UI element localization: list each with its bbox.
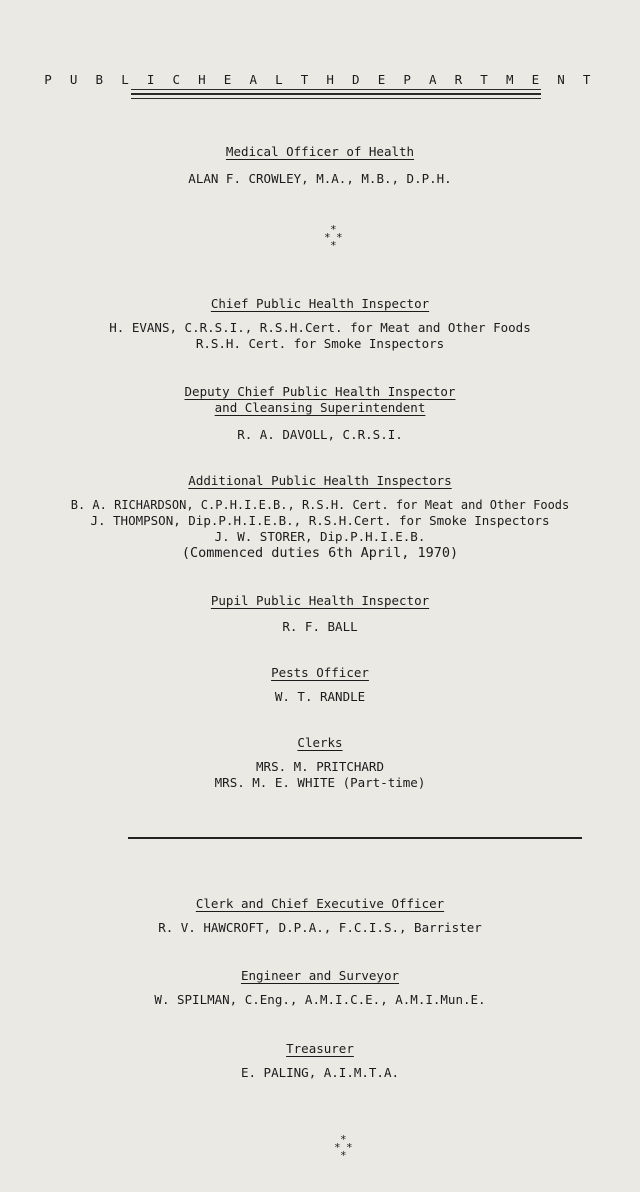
pests-name: W. T. RANDLE bbox=[274, 689, 366, 704]
moh-name: ALAN F. CROWLEY, M.A., M.B., D.P.H. bbox=[188, 171, 452, 186]
cphi-line-1: H. EVANS, C.R.S.I., R.S.H.Cert. for Meat and Other Foods bbox=[109, 320, 531, 335]
pupil-heading: Pupil Public Health Inspector bbox=[210, 593, 430, 608]
additional-line-3: J. W. STORER, Dip.P.H.I.E.B. bbox=[214, 529, 426, 544]
additional-line-4: (Commenced duties 6th April, 1970) bbox=[181, 545, 459, 561]
engineer-heading: Engineer and Surveyor bbox=[240, 968, 400, 983]
clerks-line-2: MRS. M. E. WHITE (Part-time) bbox=[214, 775, 426, 790]
treasurer-name: E. PALING, A.I.M.T.A. bbox=[240, 1065, 400, 1080]
cphi-heading: Chief Public Health Inspector bbox=[210, 296, 430, 311]
star-ornament-2: * * * * bbox=[334, 1133, 353, 1162]
treasurer-heading: Treasurer bbox=[286, 1041, 354, 1056]
additional-line-1: B. A. RICHARDSON, C.P.H.I.E.B., R.S.H. Cert. for Meat and Other Foods bbox=[70, 498, 570, 512]
cphi-line-2: R.S.H. Cert. for Smoke Inspectors bbox=[195, 336, 445, 351]
page-title: P U B L I C H E A L T H D E P A R T M E N T bbox=[44, 72, 596, 87]
additional-line-2: J. THOMPSON, Dip.P.H.I.E.B., R.S.H.Cert. for Smoke Inspectors bbox=[90, 513, 550, 528]
clerk-exec-name: R. V. HAWCROFT, D.P.A., F.C.I.S., Barrister bbox=[158, 920, 482, 935]
deputy-name: R. A. DAVOLL, C.R.S.I. bbox=[237, 427, 403, 442]
deputy-heading-2: and Cleansing Superintendent bbox=[214, 400, 426, 415]
additional-heading: Additional Public Health Inspectors bbox=[188, 473, 452, 488]
clerks-heading: Clerks bbox=[297, 735, 343, 750]
pests-heading: Pests Officer bbox=[271, 665, 369, 680]
moh-heading: Medical Officer of Health bbox=[225, 144, 415, 159]
section-divider bbox=[128, 837, 582, 839]
pupil-name: R. F. BALL bbox=[282, 619, 358, 634]
title-double-rule-2 bbox=[131, 94, 541, 99]
star-ornament-1: * * * * bbox=[324, 223, 343, 252]
clerks-line-1: MRS. M. PRITCHARD bbox=[256, 759, 384, 774]
engineer-name: W. SPILMAN, C.Eng., A.M.I.C.E., A.M.I.Mun.E. bbox=[154, 992, 486, 1007]
deputy-heading-1: Deputy Chief Public Health Inspector bbox=[184, 384, 456, 399]
clerk-exec-heading: Clerk and Chief Executive Officer bbox=[195, 896, 445, 911]
